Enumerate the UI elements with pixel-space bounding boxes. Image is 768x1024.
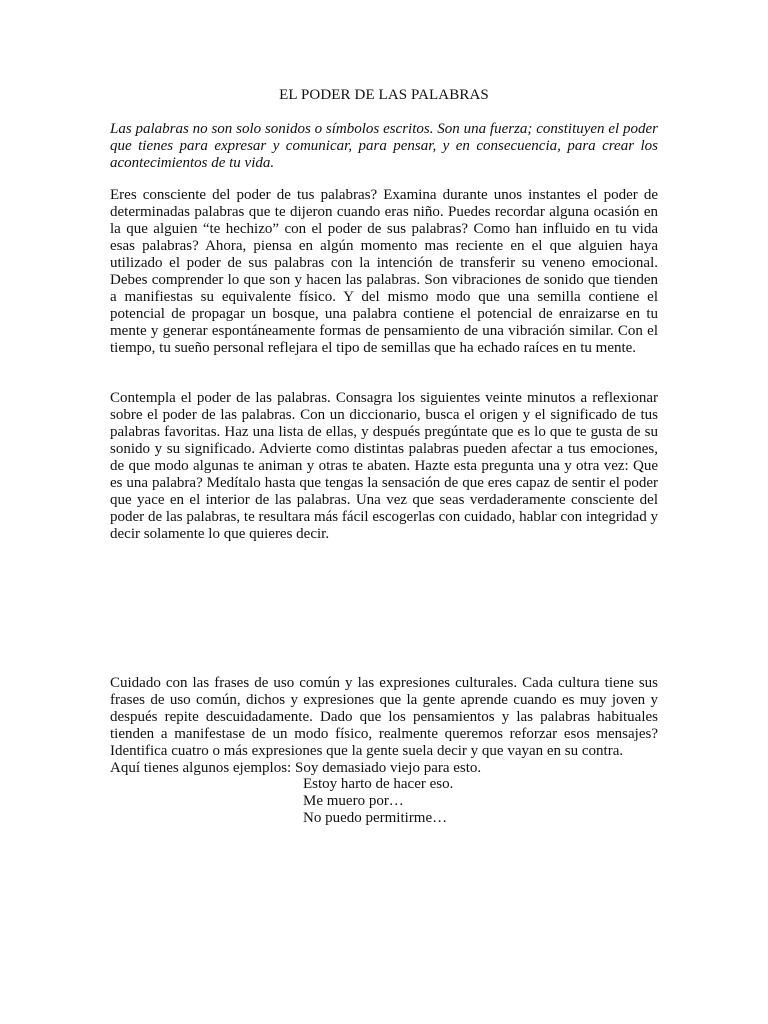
example-item: Me muero por… (303, 793, 404, 809)
paragraph-3-text: Cuidado con las frases de uso común y las expresiones culturales. Cada cultura tiene sus frases de uso común, dichos y expresiones que la gente aprende cuando es muy joven y después repite descuidadamente. Dado que los pensamientos y las palabras habituales tienden a manifestase de un modo físico, realmente queremos reforzar esos mensajes? Identifica cuatro o más expresiones que la gente suela decir y que vayan en su contra. (110, 675, 658, 759)
body-paragraph-3 (110, 675, 658, 777)
document-title: EL PODER DE LAS PALABRAS (279, 87, 489, 103)
example-item: No puedo permitirme… (303, 810, 448, 826)
example-item: Estoy harto de hacer eso. (303, 776, 454, 792)
examples-lead-line: Aquí tienes algunos ejemplos: Soy demasiado viejo para esto. (110, 760, 482, 776)
body-paragraph-1: Eres consciente del poder de tus palabras? Examina durante unos instantes el poder de determinadas palabras que te dijeron cuando eras niño. Puedes recordar alguna ocasión en la que alguien “te hechizo” con el poder de sus palabras? Como han influido en tu vida esas palabras? Ahora, piensa en algún momento mas reciente en el que alguien haya utilizado el poder de sus palabras con la intención de transferir su veneno emocional. Debes comprender lo que son y hacen las palabras. Son vibraciones de sonido que tienden a manifiestas su equivalente físico. Y del mismo modo que una semilla contiene el potencial de propagar un bosque, una palabra contiene el potencial de enraizarse en tu mente y generar espontáneamente formas de pensamiento de una vibración similar. Con el tiempo, tu sueño personal reflejara el tipo de semillas que ha echado raíces en tu mente. (110, 187, 658, 356)
example-list (303, 776, 658, 827)
intro-paragraph: Las palabras no son solo sonidos o símbolos escritos. Son una fuerza; constituyen el poder que tienes para expresar y comunicar, para pensar, y en consecuencia, para crear los acontecimientos de tu vida. (110, 121, 658, 171)
body-paragraph-2: Contempla el poder de las palabras. Consagra los siguientes veinte minutos a reflexionar sobre el poder de las palabras. Con un diccionario, busca el origen y el significado de tus palabras favoritas. Haz una lista de ellas, y después pregúntate que es lo que te gusta de su sonido y su significado. Advierte como distintas palabras pueden afectar a tus emociones, de que modo algunas te animan y otras te abaten. Hazte esta pregunta una y otra vez: Que es una palabra? Medítalo hasta que tengas la sensación de que eres capaz de sentir el poder que yace en el interior de las palabras. Una vez que seas verdaderamente consciente del poder de las palabras, te resultara más fácil escogerlas con cuidado, hablar con integridad y decir solamente lo que quieres decir. (110, 390, 658, 542)
